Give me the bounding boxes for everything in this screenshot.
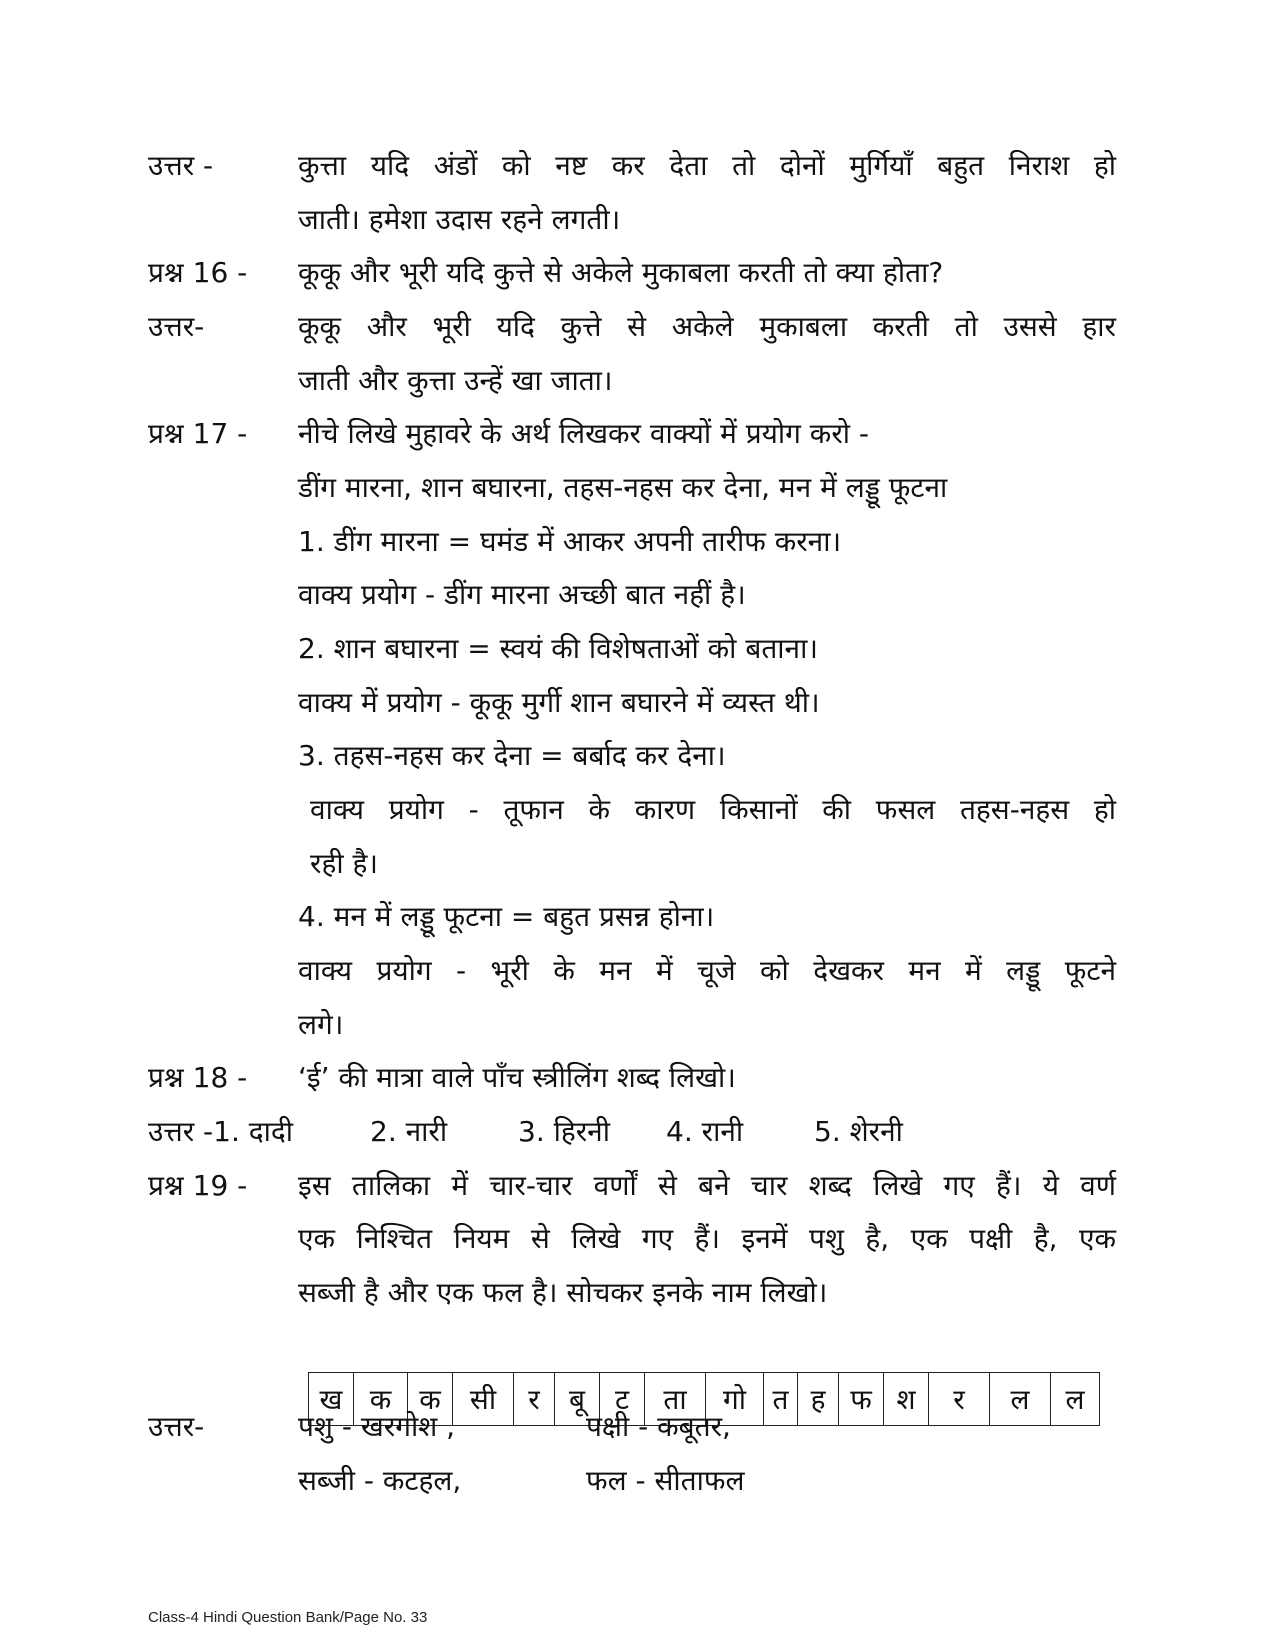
answer-18-word-4: 4. रानी — [666, 1115, 744, 1148]
answer-19-bird: पक्षी - कबूतर, — [586, 1410, 731, 1443]
letter-cell: ता — [645, 1373, 706, 1426]
answer-label: उत्तर - — [148, 149, 214, 182]
letter-cell: श — [884, 1373, 929, 1426]
answer-18-word-3: 3. हिरनी — [518, 1115, 610, 1148]
answer-text: कुत्ता यदि अंडों को नष्ट कर देता तो दोनों मुर्गियाँ बहुत निराश हो — [298, 149, 1116, 182]
idiom-3-usage: वाक्य प्रयोग - तूफान के कारण किसानों की फसल तहस-नहस हो — [310, 793, 1116, 826]
question-16-label: प्रश्न 16 - — [148, 256, 248, 289]
question-19-text-continued: एक निश्चित नियम से लिखे गए हैं। इनमें पशु है, एक पक्षी है, एक — [298, 1222, 1116, 1255]
question-17-label: प्रश्न 17 - — [148, 417, 248, 450]
letter-cell: फ — [839, 1373, 884, 1426]
answer-19-fruit: फल - सीताफल — [586, 1464, 745, 1497]
idiom-3-meaning: 3. तहस-नहस कर देना = बर्बाद कर देना। — [298, 739, 726, 772]
letter-cell: त — [764, 1373, 798, 1426]
answer-19-vegetable: सब्जी - कटहल, — [298, 1464, 462, 1497]
letter-cell: ल — [1051, 1373, 1100, 1426]
letter-cell: ल — [990, 1373, 1051, 1426]
answer-18-word-2: 2. नारी — [370, 1115, 448, 1148]
idiom-1-meaning: 1. डींग मारना = घमंड में आकर अपनी तारीफ करना। — [298, 525, 842, 558]
letter-cell: र — [929, 1373, 990, 1426]
idiom-2-usage: वाक्य में प्रयोग - कूकू मुर्गी शान बघारने में व्यस्त थी। — [298, 686, 820, 719]
letter-cell: बू — [555, 1373, 600, 1426]
idiom-2-meaning: 2. शान बघारना = स्वयं की विशेषताओं को बताना। — [298, 632, 818, 665]
letter-cell: सी — [453, 1373, 514, 1426]
question-17-text: नीचे लिखे मुहावरे के अर्थ लिखकर वाक्यों में प्रयोग करो - — [298, 417, 870, 450]
letter-cell: क — [354, 1373, 408, 1426]
question-19-text: इस तालिका में चार-चार वर्णों से बने चार शब्द लिखे गए हैं। ये वर्ण — [298, 1169, 1116, 1202]
answer-16-label: उत्तर- — [148, 310, 205, 343]
answer-19-animal: पशु - खरगोश , — [298, 1410, 456, 1443]
question-19-text-end: सब्जी है और एक फल है। सोचकर इनके नाम लिखो। — [298, 1276, 828, 1309]
idiom-4-usage-continued: लगे। — [298, 1008, 344, 1041]
idiom-4-meaning: 4. मन में लड्डू फूटना = बहुत प्रसन्न होना। — [298, 900, 715, 933]
idiom-list: डींग मारना, शान बघारना, तहस-नहस कर देना, मन में लड्डू फूटना — [298, 471, 948, 504]
answer-18-word-5: 5. शेरनी — [814, 1115, 903, 1148]
question-16-text: कूकू और भूरी यदि कुत्ते से अकेले मुकाबला करती तो क्या होता? — [298, 256, 944, 289]
answer-18-word-1: उत्तर -1. दादी — [148, 1115, 294, 1148]
letter-cell: ह — [798, 1373, 839, 1426]
letter-cell: गो — [706, 1373, 764, 1426]
question-19-label: प्रश्न 19 - — [148, 1169, 248, 1202]
answer-19-label: उत्तर- — [148, 1410, 205, 1443]
idiom-4-usage: वाक्य प्रयोग - भूरी के मन में चूजे को देखकर मन में लड्डू फूटने — [298, 954, 1116, 987]
answer-16-text: कूकू और भूरी यदि कुत्ते से अकेले मुकाबला करती तो उससे हार — [298, 310, 1116, 343]
letter-cell: ख — [309, 1373, 354, 1426]
letter-cell: र — [514, 1373, 555, 1426]
idiom-3-usage-continued: रही है। — [310, 847, 378, 880]
page-footer: Class-4 Hindi Question Bank/Page No. 33 — [148, 1609, 428, 1626]
question-18-label: प्रश्न 18 - — [148, 1061, 248, 1094]
letter-cell: ट — [600, 1373, 645, 1426]
answer-text-continued: जाती। हमेशा उदास रहने लगती। — [298, 203, 621, 236]
answer-16-text-continued: जाती और कुत्ता उन्हें खा जाता। — [298, 364, 613, 397]
letter-cell: क — [408, 1373, 453, 1426]
idiom-1-usage: वाक्य प्रयोग - डींग मारना अच्छी बात नहीं है। — [298, 578, 746, 611]
question-18-text: ‘ई’ की मात्रा वाले पाँच स्त्रीलिंग शब्द लिखो। — [298, 1061, 736, 1094]
